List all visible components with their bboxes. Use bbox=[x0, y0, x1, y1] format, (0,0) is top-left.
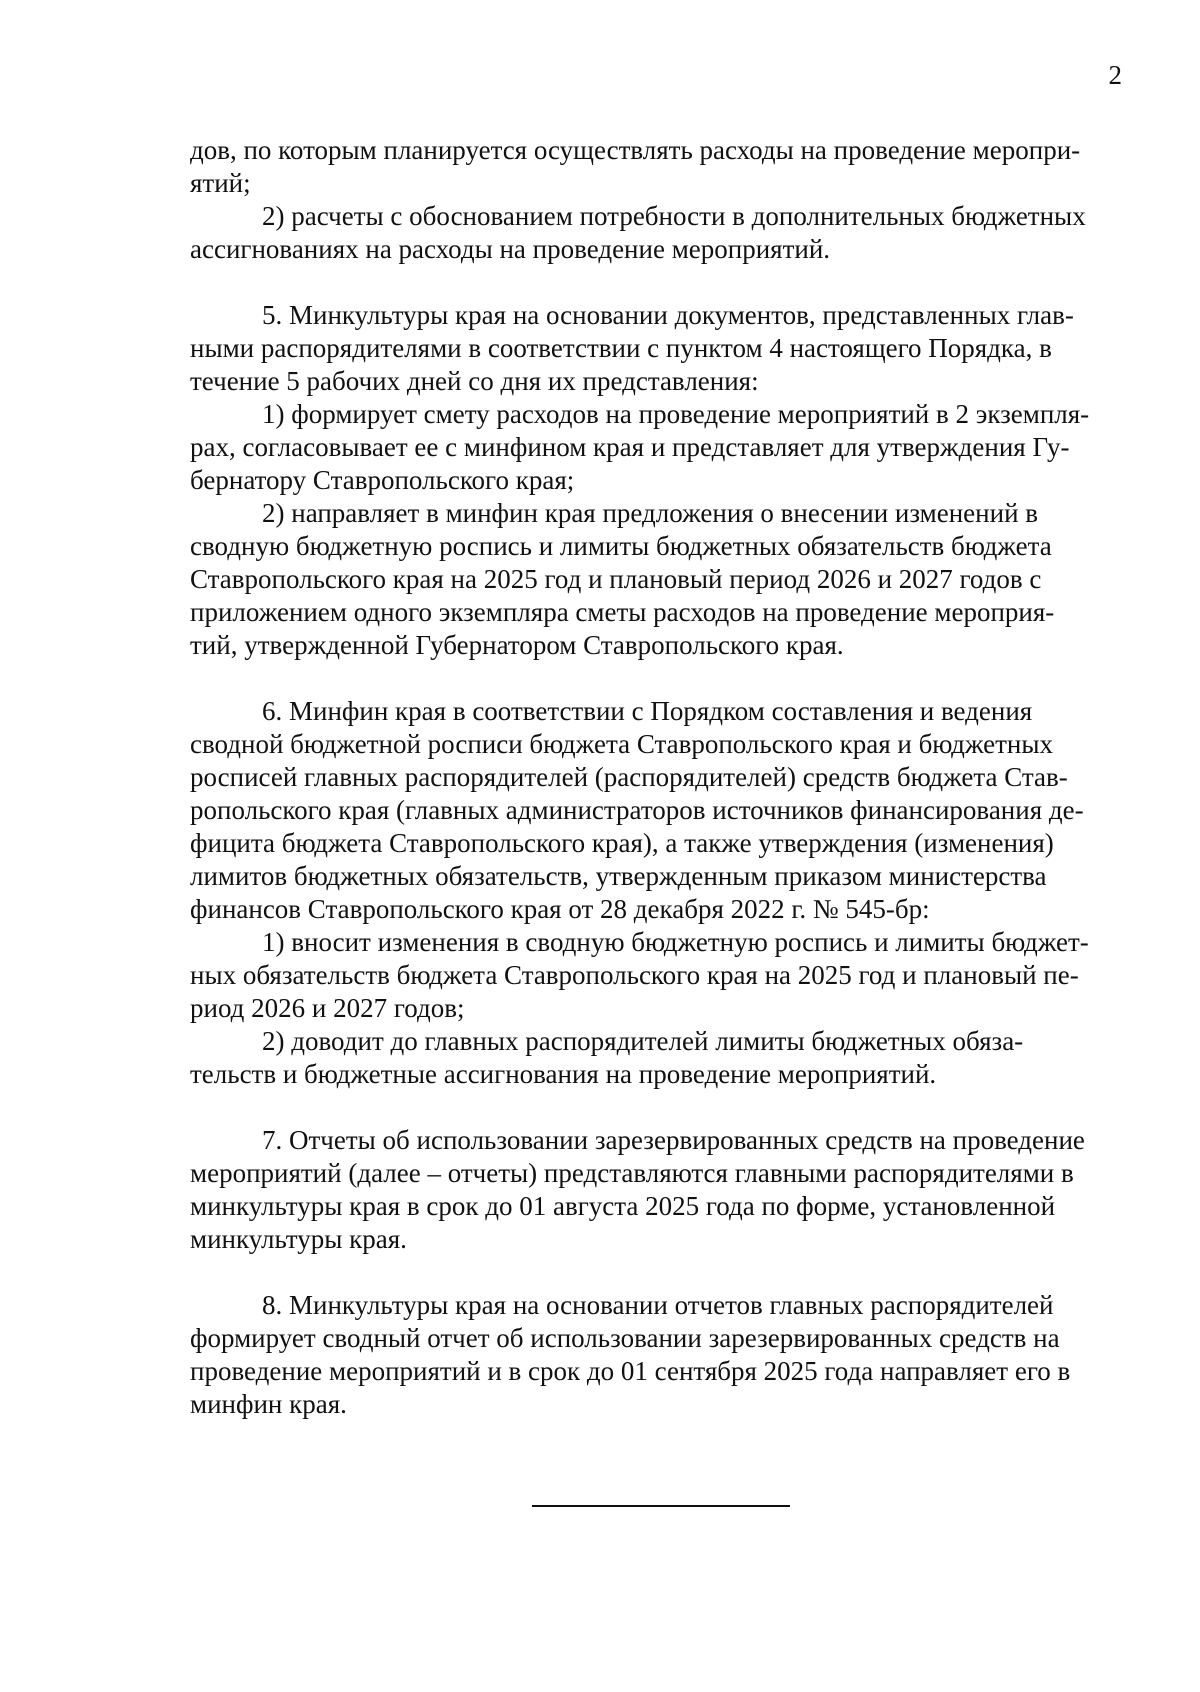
text-line: 8. Минкультуры края на основании отчетов главных распорядителей bbox=[262, 1290, 1054, 1320]
text-line: ропольского края (главных администраторов источников финансирования де- bbox=[190, 795, 1084, 825]
text-line: росписей главных распорядителей (распорядителей) средств бюджета Став- bbox=[190, 762, 1068, 792]
paragraph-6-item-2 bbox=[190, 1025, 1135, 1091]
text-line: формирует сводный отчет об использовании зарезервированных средств на bbox=[190, 1323, 1060, 1353]
text-line: финансов Ставропольского края от 28 декабря 2022 г. № 545-бр: bbox=[190, 894, 930, 924]
text-line: 2) доводит до главных распорядителей лимиты бюджетных обяза- bbox=[262, 1026, 1024, 1056]
paragraph-6-item-1 bbox=[190, 926, 1135, 1025]
text-line: 2) расчеты с обоснованием потребности в дополнительных бюджетных bbox=[262, 201, 1086, 231]
text-line: минкультуры края в срок до 01 августа 2025 года по форме, установленной bbox=[190, 1191, 1056, 1221]
paragraph-6 bbox=[190, 695, 1135, 926]
paragraph-5-item-1 bbox=[190, 398, 1135, 497]
paragraph-7 bbox=[190, 1124, 1135, 1256]
text-line: дов, по которым планируется осуществлять расходы на проведение меропри- bbox=[190, 135, 1081, 165]
text-line: 1) формирует смету расходов на проведение мероприятий в 2 экземпля- bbox=[262, 399, 1090, 429]
text-line: ных обязательств бюджета Ставропольского края на 2025 год и плановый пе- bbox=[190, 960, 1079, 990]
text-line: приложением одного экземпляра сметы расходов на проведение мероприя- bbox=[190, 597, 1055, 627]
text-line: тий, утвержденной Губернатором Ставропольского края. bbox=[190, 630, 844, 660]
paragraph-5-item-2 bbox=[190, 497, 1135, 662]
text-line: ятий; bbox=[190, 168, 251, 198]
text-line: ными распорядителями в соответствии с пунктом 4 настоящего Порядка, в bbox=[190, 333, 1052, 363]
document-body bbox=[190, 134, 1135, 1421]
text-line: 2) направляет в минфин края предложения о внесении изменений в bbox=[262, 498, 1039, 528]
text-line: сводной бюджетной росписи бюджета Ставропольского края и бюджетных bbox=[190, 729, 1054, 759]
end-divider-line bbox=[532, 1505, 790, 1507]
page-number: 2 bbox=[1108, 60, 1122, 90]
text-line: Ставропольского края на 2025 год и плановый период 2026 и 2027 годов с bbox=[190, 564, 1042, 594]
paragraph-4-continuation bbox=[190, 134, 1135, 200]
text-line: тельств и бюджетные ассигнования на проведение мероприятий. bbox=[190, 1059, 937, 1089]
text-line: мероприятий (далее – отчеты) представляются главными распорядителями в bbox=[190, 1158, 1074, 1188]
text-line: 5. Минкультуры края на основании документов, представленных глав- bbox=[262, 300, 1074, 330]
text-line: минфин края. bbox=[190, 1389, 347, 1419]
text-line: лимитов бюджетных обязательств, утвержденным приказом министерства bbox=[190, 861, 1047, 891]
text-line: 6. Минфин края в соответствии с Порядком составления и ведения bbox=[262, 696, 1033, 726]
paragraph-8 bbox=[190, 1289, 1135, 1421]
text-line: бернатору Ставропольского края; bbox=[190, 465, 575, 495]
text-line: сводную бюджетную роспись и лимиты бюджетных обязательств бюджета bbox=[190, 531, 1052, 561]
paragraph-4-item-2 bbox=[190, 200, 1135, 266]
text-line: 1) вносит изменения в сводную бюджетную роспись и лимиты бюджет- bbox=[262, 927, 1089, 957]
text-line: ассигнованиях на расходы на проведение мероприятий. bbox=[190, 234, 831, 264]
text-line: минкультуры края. bbox=[190, 1224, 407, 1254]
text-line: фицита бюджета Ставропольского края), а также утверждения (изменения) bbox=[190, 828, 1054, 858]
text-line: риод 2026 и 2027 годов; bbox=[190, 993, 465, 1023]
text-line: течение 5 рабочих дней со дня их представления: bbox=[190, 366, 759, 396]
text-line: проведение мероприятий и в срок до 01 сентября 2025 года направляет его в bbox=[190, 1356, 1071, 1386]
text-line: 7. Отчеты об использовании зарезервированных средств на проведение bbox=[262, 1125, 1085, 1155]
text-line: рах, согласовывает ее с минфином края и представляет для утверждения Гу- bbox=[190, 432, 1070, 462]
paragraph-5 bbox=[190, 299, 1135, 398]
